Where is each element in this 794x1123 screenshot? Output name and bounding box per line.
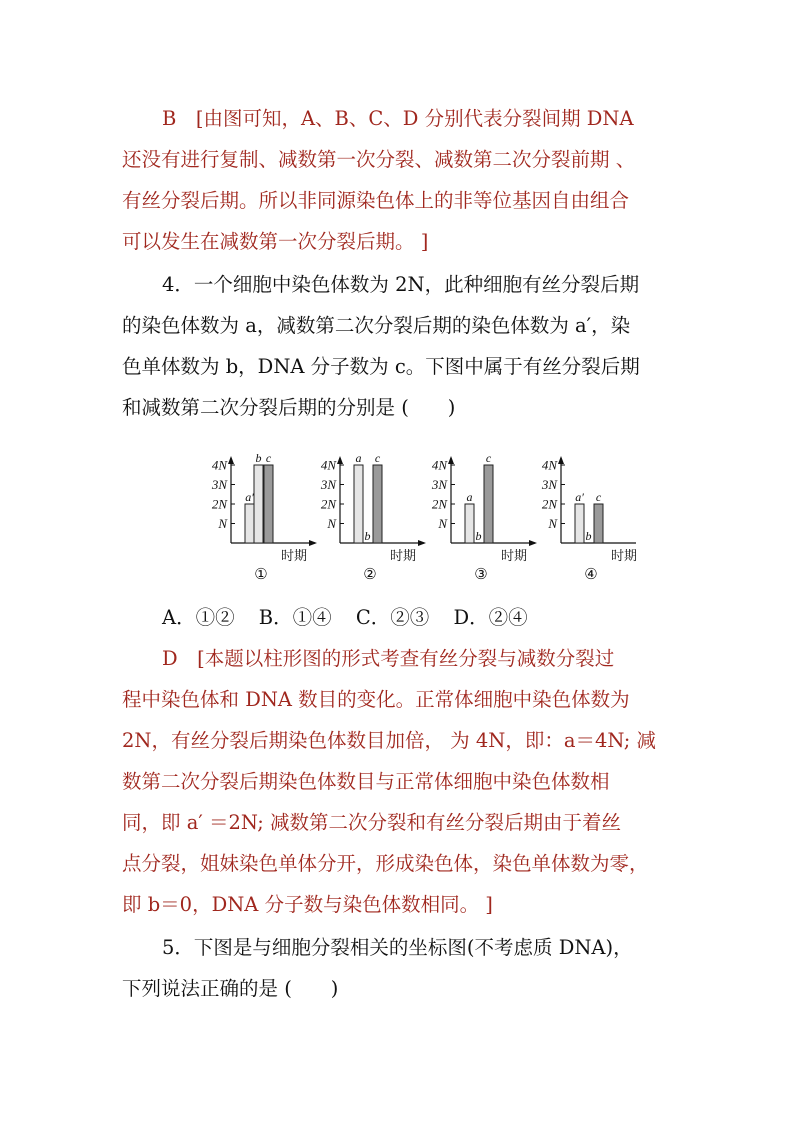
y-tick-label: N (438, 516, 447, 531)
bar-label: a′ (575, 490, 584, 504)
bar (465, 504, 474, 543)
bar-label: b (585, 529, 592, 543)
bar-label: a′ (245, 490, 254, 504)
answer-4-line: 点分裂，姐妹染色单体分开，形成染色体，染色单体数为零， (122, 852, 649, 875)
bar (484, 465, 493, 543)
bar (594, 504, 603, 543)
bar (354, 465, 363, 543)
x-axis-arrow-icon (529, 540, 537, 546)
bar-label: c (485, 451, 492, 465)
bar (575, 504, 584, 543)
bar-label: b (475, 529, 482, 543)
question-4-line: 和减数第二次分裂后期的分别是 ( ) (122, 396, 456, 419)
question-4-stem (122, 264, 682, 428)
x-axis-label: 时期 (281, 548, 308, 563)
y-axis-arrow-icon (448, 456, 454, 464)
panel-label: ① (254, 567, 268, 583)
bar-label: b (364, 529, 371, 543)
y-tick-label: 4N (320, 457, 336, 473)
answer-3-line: 还没有进行复制、减数第一次分裂、减数第二次分裂前期 、 (122, 148, 636, 171)
x-axis-label: 时期 (501, 548, 528, 563)
answer-4-line: 程中染色体和 DNA 数目的变化。正常体细胞中染色体数为 (122, 688, 630, 711)
y-axis-arrow-icon (558, 456, 564, 464)
y-tick-label: N (218, 516, 227, 531)
bar (254, 465, 263, 543)
panel-label: ② (363, 567, 377, 583)
bar (264, 465, 273, 543)
answer-3-line: 有丝分裂后期。所以非同源染色体上的非等位基因自由组合 (122, 189, 630, 212)
x-axis-arrow-icon (418, 540, 426, 546)
y-tick-label: 2N (320, 496, 336, 512)
bar-label: c (265, 451, 272, 465)
question-4-options (162, 600, 546, 636)
y-tick-label: 2N (431, 496, 447, 512)
answer-4-line: 同，即 a′ ＝2N; 减数第二次分裂和有丝分裂后期由于着丝 (122, 811, 621, 834)
answer-3-explanation (122, 98, 682, 262)
y-tick-label: 3N (541, 477, 557, 492)
option-c[interactable]: C．②③ (355, 606, 430, 629)
answer-4-explanation (122, 638, 682, 925)
option-b[interactable]: B．①④ (258, 606, 332, 629)
answer-4-line: 即 b＝0，DNA 分子数与染色体数相同。 ] (122, 893, 493, 916)
question-5-line: 5．下图是与细胞分裂相关的坐标图(不考虑质 DNA)， (162, 936, 633, 959)
question-4-line: 的染色体数为 a，减数第二次分裂后期的染色体数为 a′，染 (122, 314, 631, 337)
answer-4-line: D [本题以柱形图的形式考查有丝分裂与减数分裂过 (162, 647, 615, 670)
y-axis-arrow-icon (337, 456, 343, 464)
bar (245, 504, 254, 543)
y-axis-arrow-icon (228, 456, 234, 464)
y-tick-label: 4N (211, 457, 227, 473)
panel-label: ③ (474, 567, 488, 583)
y-tick-label: 3N (211, 477, 227, 492)
bar-label: a (466, 490, 473, 504)
x-axis-label: 时期 (390, 548, 417, 563)
answer-4-line: 数第二次分裂后期染色体数目与正常体细胞中染色体数相 (122, 770, 610, 793)
bar-label: a (355, 451, 362, 465)
answer-3-line: 可以发生在减数第一次分裂后期。 ] (122, 230, 429, 253)
answer-4-line: 2N，有丝分裂后期染色体数目加倍， 为 4N，即：a＝4N; 减 (122, 729, 657, 752)
question-4-line: 色单体数为 b，DNA 分子数为 c。下图中属于有丝分裂后期 (122, 355, 640, 378)
y-tick-label: 4N (431, 457, 447, 473)
question-5-line: 下列说法正确的是 ( ) (122, 977, 339, 1000)
y-tick-label: 3N (431, 477, 447, 492)
bar (373, 465, 382, 543)
bar-label: c (374, 451, 381, 465)
x-axis-arrow-icon (309, 540, 317, 546)
y-tick-label: 4N (541, 457, 557, 473)
option-d[interactable]: D．②④ (453, 606, 528, 629)
bar-label: b (255, 451, 262, 465)
question-5-stem (122, 927, 682, 1009)
y-tick-label: 3N (320, 477, 336, 492)
y-tick-label: N (327, 516, 336, 531)
x-axis-label: 时期 (611, 548, 636, 563)
bar-label: c (595, 490, 602, 504)
bar-charts-svg (196, 448, 636, 588)
y-tick-label: 2N (541, 496, 557, 512)
answer-3-line: B [由图可知，A、B、C、D 分别代表分裂间期 DNA (162, 107, 634, 130)
panel-label: ④ (584, 567, 598, 583)
y-tick-label: N (548, 516, 557, 531)
y-tick-label: 2N (211, 496, 227, 512)
question-4-line: 4．一个细胞中染色体数为 2N，此种细胞有丝分裂后期 (162, 273, 640, 296)
option-a[interactable]: A．①② (162, 606, 235, 629)
bar-chart-figure (196, 448, 636, 588)
